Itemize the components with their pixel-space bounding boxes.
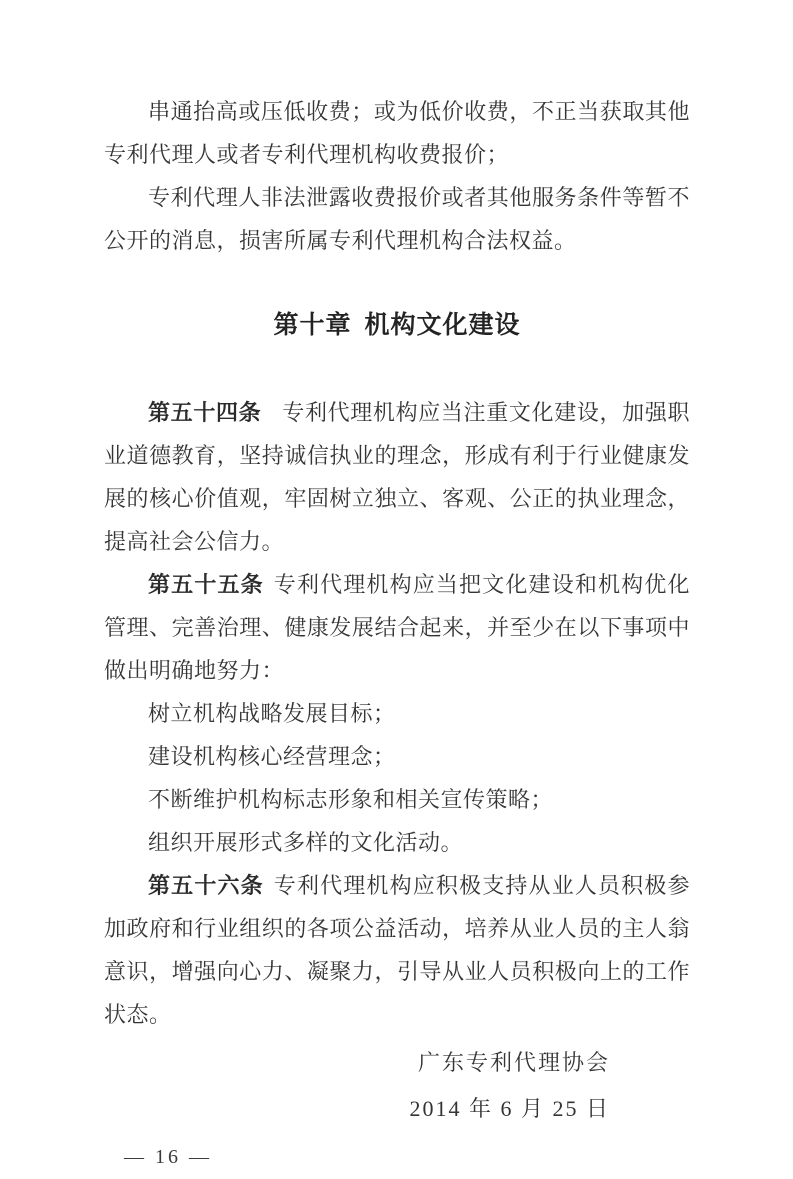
signature-date: 2014 年 6 月 25 日 xyxy=(409,1096,610,1121)
list-item-4: 组织开展形式多样的文化活动。 xyxy=(148,830,464,855)
signature-organization: 广东专利代理协会 xyxy=(417,1050,610,1075)
article-55-list xyxy=(104,692,690,864)
article-54-text: 专利代理机构应当注重文化建设，加强职业道德教育，坚持诚信执业的理念，形成有利于行业健康发展的核心价值观，牢固树立独立、客观、公正的执业理念，提高社会公信力。 xyxy=(104,400,690,554)
chapter-title: 机构文化建设 xyxy=(364,312,521,339)
signature-block xyxy=(104,1040,690,1132)
chapter-number: 第十章 xyxy=(273,312,352,339)
intro-paragraph-2: 专利代理人非法泄露收费报价或者其他服务条件等暂不公开的消息，损害所属专利代理机构合法权益。 xyxy=(104,185,690,253)
chapter-heading xyxy=(104,304,690,347)
article-55-paragraph xyxy=(104,563,690,692)
list-item-2: 建设机构核心经营理念； xyxy=(148,744,396,769)
article-55-text: 专利代理机构应当把文化建设和机构优化管理、完善治理、健康发展结合起来，并至少在以下事项中做出明确地努力： xyxy=(104,572,690,683)
page-footer xyxy=(124,1136,690,1179)
article-56-text: 专利代理机构应积极支持从业人员积极参加政府和行业组织的各项公益活动，培养从业人员的主人翁意识，增强向心力、凝聚力，引导从业人员积极向上的工作状态。 xyxy=(104,873,690,1027)
article-56-paragraph xyxy=(104,864,690,1036)
article-56-label: 第五十六条 xyxy=(148,873,264,898)
article-54-paragraph xyxy=(104,391,690,563)
intro-paragraph-1: 串通抬高或压低收费；或为低价收费，不正当获取其他专利代理人或者专利代理机构收费报价； xyxy=(104,99,690,167)
article-55-label: 第五十五条 xyxy=(148,572,264,597)
page-number: — 16 — xyxy=(124,1146,212,1168)
list-item-1: 树立机构战略发展目标； xyxy=(148,701,396,726)
article-54-label: 第五十四条 xyxy=(148,400,262,425)
list-item-3: 不断维护机构标志形象和相关宣传策略； xyxy=(148,787,554,812)
